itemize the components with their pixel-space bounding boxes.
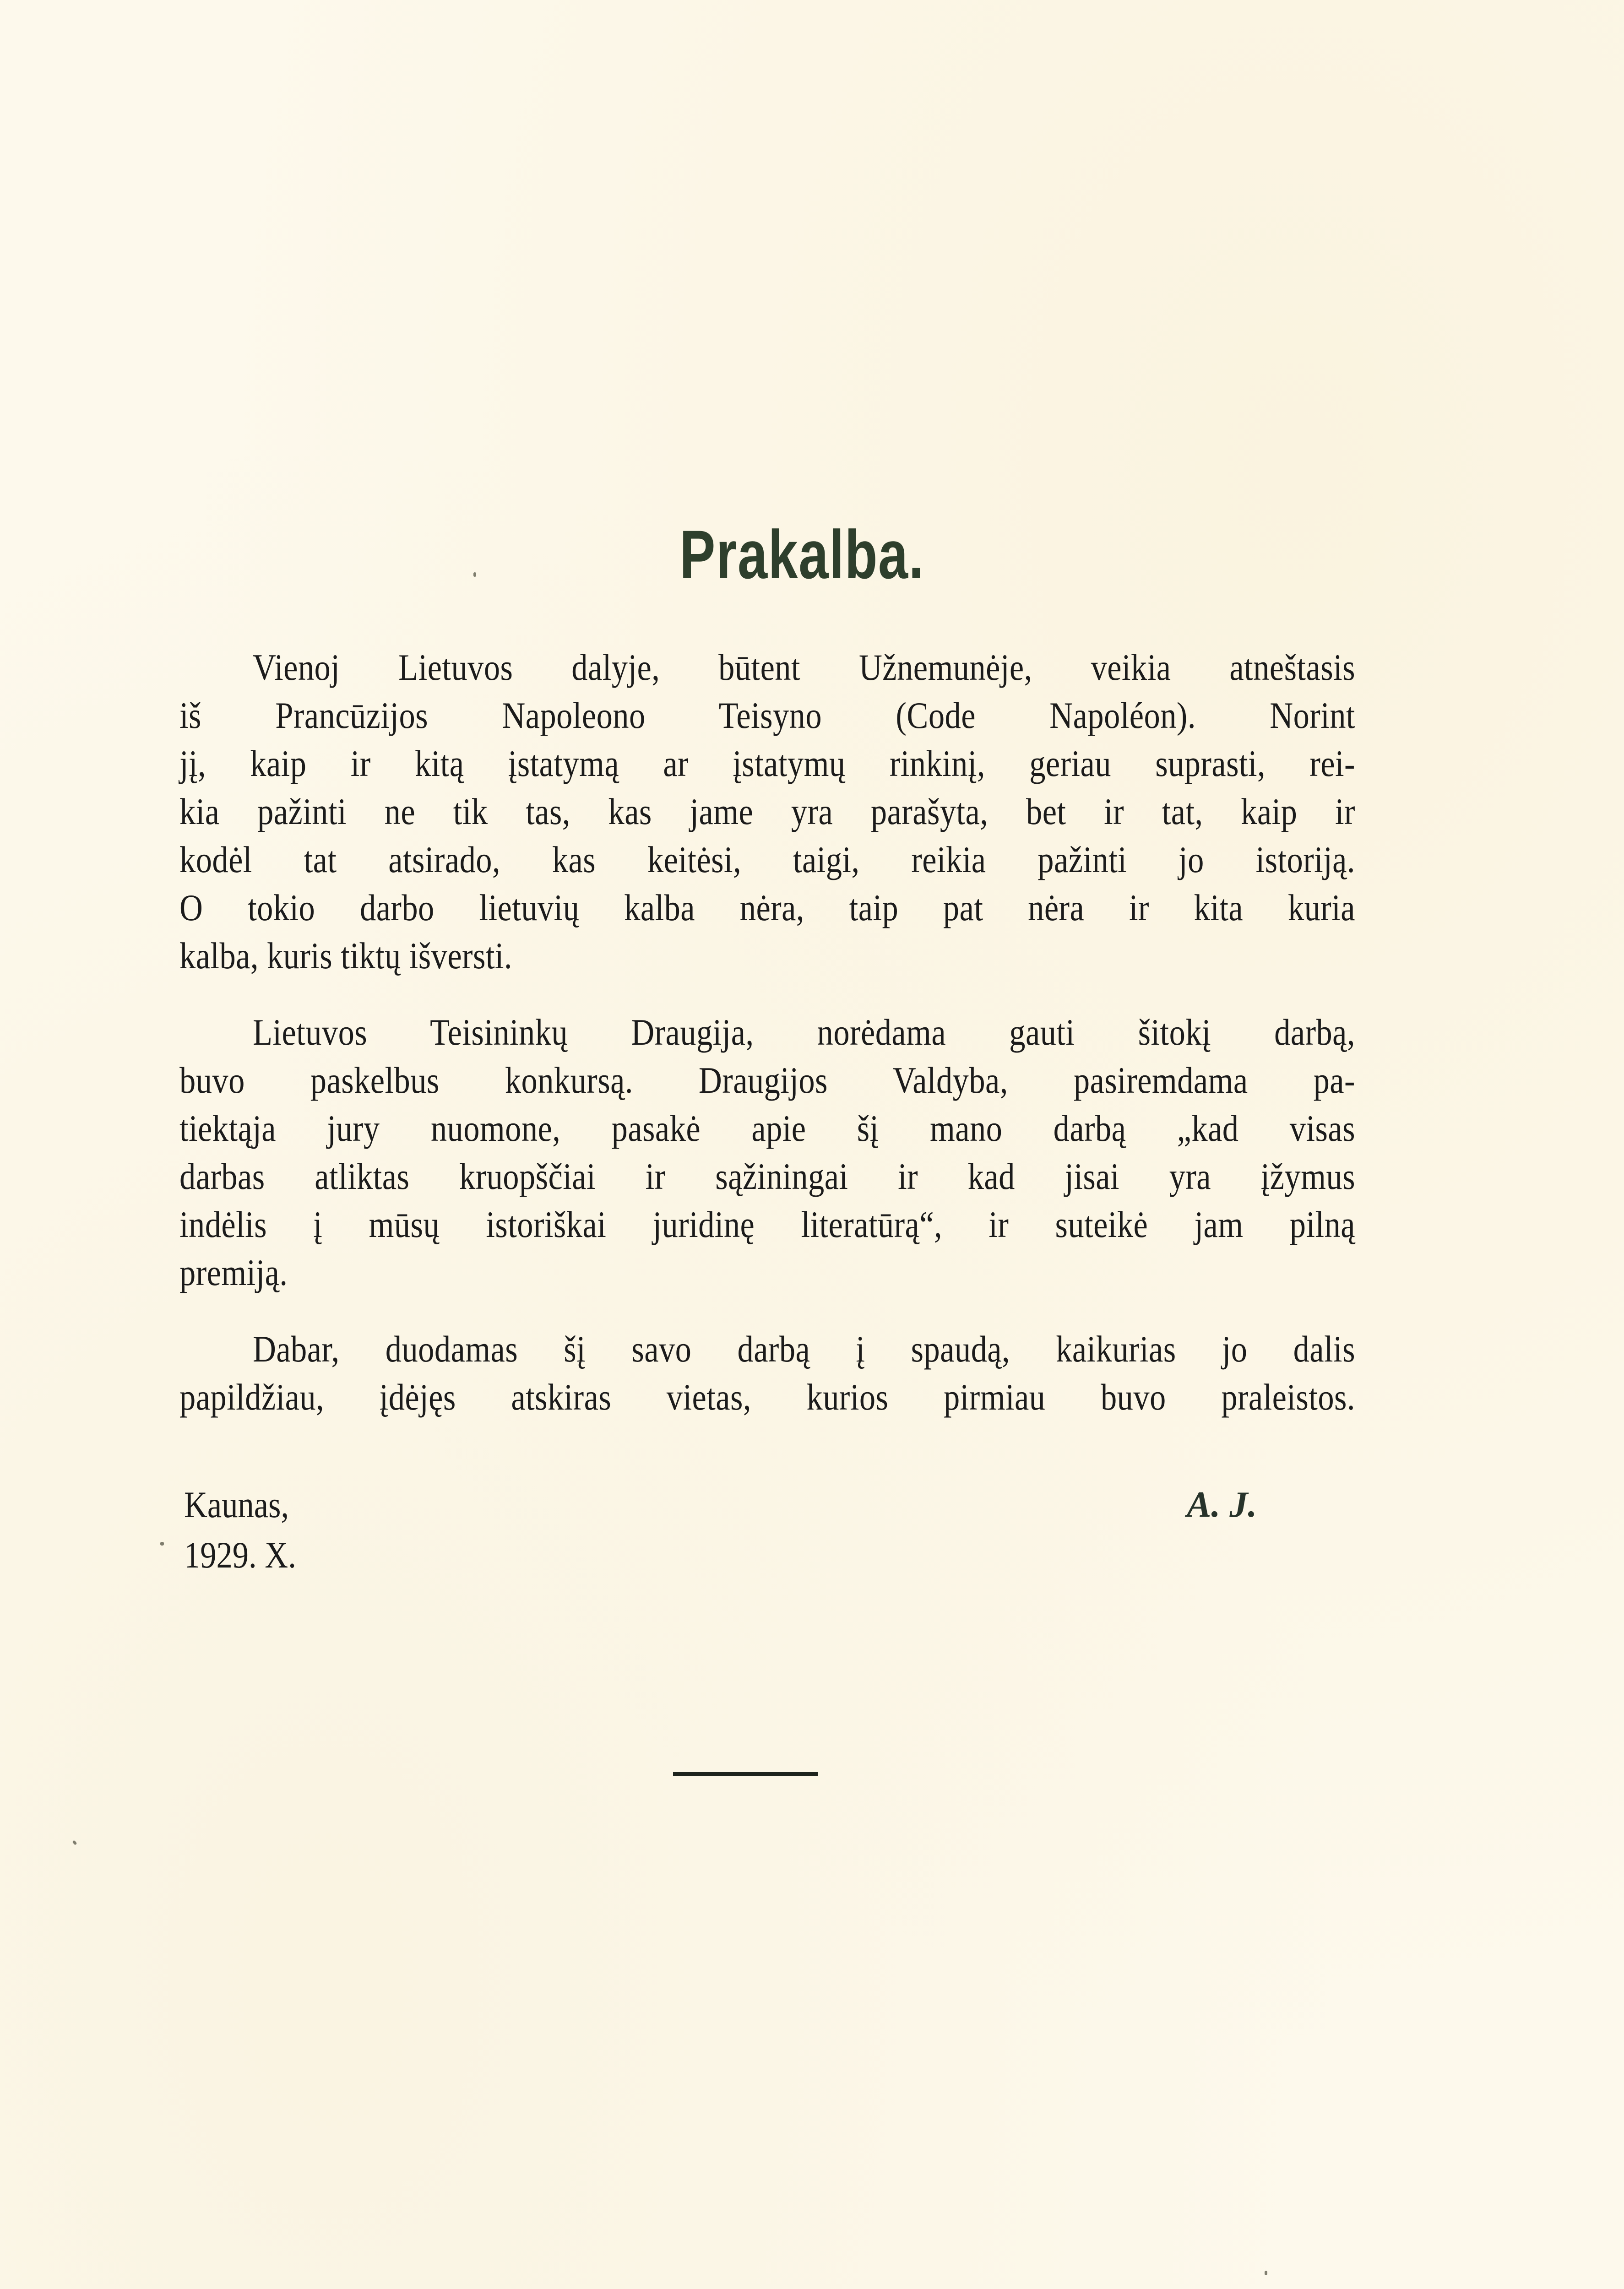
horizontal-rule xyxy=(673,1772,818,1776)
text-line: tiektąja jury nuomone, pasakė apie šį mano darbą „kad visas xyxy=(179,1107,1355,1149)
text-line: kalba, kuris tiktų išversti. xyxy=(179,935,512,976)
paragraph-gap xyxy=(179,980,1355,1008)
text-line: kodėl tat atsirado, kas keitėsi, taigi, reikia pažinti jo istoriją. xyxy=(179,839,1355,880)
text-line: indėlis į mūsų istoriškai juridinę literatūrą“, ir suteikė jam pilną xyxy=(179,1204,1355,1245)
paper-speck xyxy=(473,572,476,577)
text-line: O tokio darbo lietuvių kalba nėra, taip pat nėra ir kita kuria xyxy=(179,887,1355,928)
text-line: papildžiau, įdėjęs atskiras vietas, kurios pirmiau buvo praleistos. xyxy=(179,1376,1355,1418)
text-line: darbas atliktas kruopščiai ir sąžiningai ir kad jisai yra įžymus xyxy=(179,1155,1355,1197)
paper-speck xyxy=(72,1840,77,1845)
text-line: Vienoj Lietuvos dalyje, būtent Užnemunėje, veikia atneštasis xyxy=(252,646,1355,688)
paper-speck xyxy=(1265,2271,1267,2275)
place: Kaunas, xyxy=(184,1484,289,1525)
paragraph-gap xyxy=(179,1296,1355,1325)
paragraph-2 xyxy=(179,1008,1355,1296)
author-initials: A. J. xyxy=(1187,1485,1257,1525)
text-line: iš Prancūzijos Napoleono Teisyno (Code Napoléon). Norint xyxy=(179,694,1355,736)
text-line: jį, kaip ir kitą įstatymą ar įstatymų rinkinį, geriau suprasti, rei- xyxy=(179,743,1355,784)
place-date-block xyxy=(184,1480,296,1580)
text-line: premiją. xyxy=(179,1252,288,1293)
text-line: Dabar, duodamas šį savo darbą į spaudą, kaikurias jo dalis xyxy=(252,1328,1355,1370)
date: 1929. X. xyxy=(184,1534,296,1576)
text-line: kia pažinti ne tik tas, kas jame yra parašyta, bet ir tat, kaip ir xyxy=(179,791,1355,832)
paper-speck xyxy=(160,1542,164,1546)
page-title: Prakalba. xyxy=(679,516,924,593)
preface-body xyxy=(179,643,1355,1421)
text-line: Lietuvos Teisininkų Draugija, norėdama gauti šitokį darbą, xyxy=(252,1011,1355,1053)
paragraph-1 xyxy=(179,643,1355,980)
text-line: buvo paskelbus konkursą. Draugijos Valdyba, pasiremdama pa- xyxy=(179,1059,1355,1101)
paragraph-3 xyxy=(179,1325,1355,1421)
